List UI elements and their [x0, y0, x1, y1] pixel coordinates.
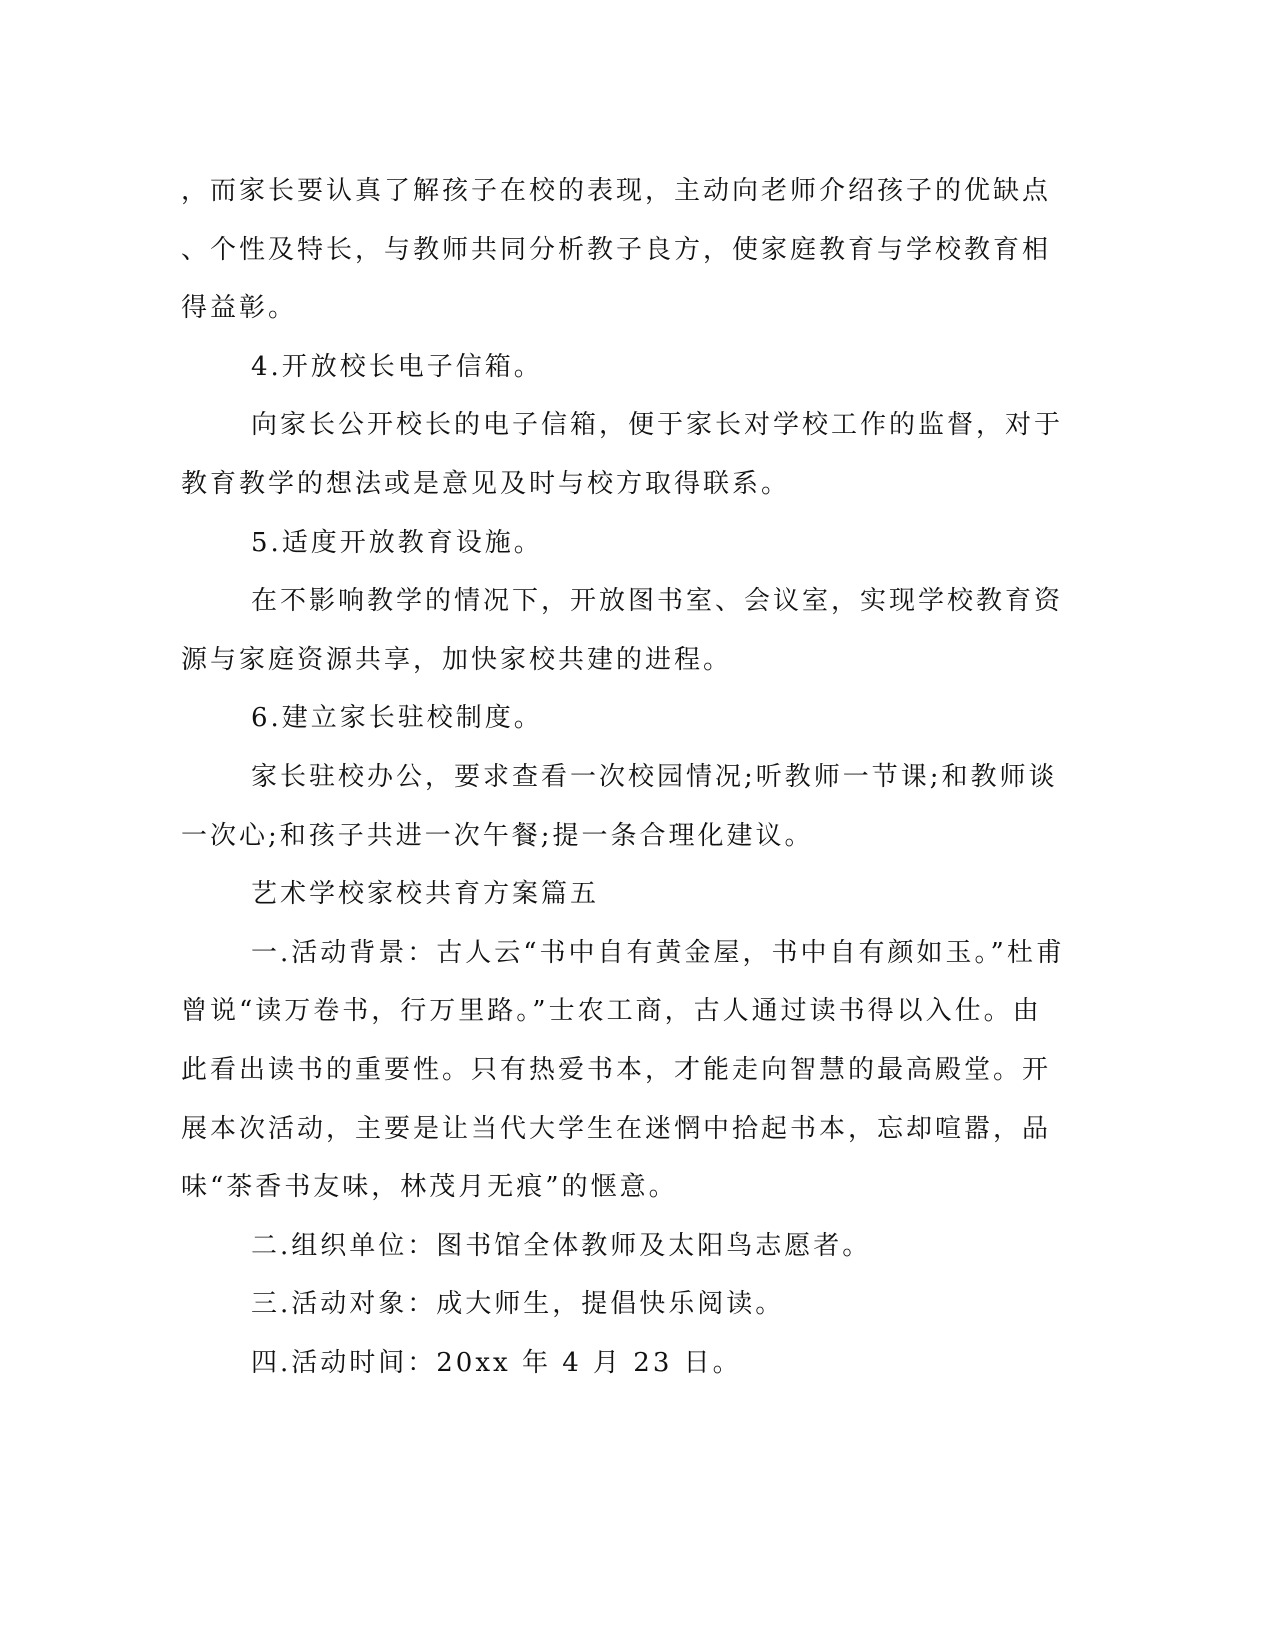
text-line: 展本次活动，主要是让当代大学生在迷惘中拾起书本，忘却喧嚣，品 — [181, 1113, 1052, 1144]
text-line: 教育教学的想法或是意见及时与校方取得联系。 — [181, 468, 791, 499]
text-line: 在不影响教学的情况下，开放图书室、会议室，实现学校教育资 — [251, 586, 1064, 617]
text-line: 家长驻校办公，要求查看一次校园情况;听教师一节课;和教师谈 — [251, 761, 1058, 792]
text-line: 曾说“读万卷书，行万里路。”士农工商，古人通过读书得以入仕。由 — [181, 996, 1042, 1027]
text-line: 二.组织单位：图书馆全体教师及太阳鸟志愿者。 — [251, 1230, 872, 1261]
text-line: 一次心;和孩子共进一次午餐;提一条合理化建议。 — [181, 820, 814, 851]
text-line: 三.活动对象：成大师生，提倡快乐阅读。 — [251, 1289, 785, 1320]
text-line: 、个性及特长，与教师共同分析教子良方，使家庭教育与学校教育相 — [181, 234, 1052, 265]
body-text — [181, 162, 1065, 1392]
text-line: 此看出读书的重要性。只有热爱书本，才能走向智慧的最高殿堂。开 — [181, 1054, 1052, 1085]
text-line: 向家长公开校长的电子信箱，便于家长对学校工作的监督，对于 — [251, 410, 1064, 441]
text-line: 一.活动背景：古人云“书中自有黄金屋，书中自有颜如玉。”杜甫 — [251, 937, 1065, 968]
text-line: 四.活动时间：20xx 年 4 月 23 日。 — [251, 1347, 742, 1378]
section-title: 艺术学校家校共育方案篇五 — [251, 879, 600, 910]
text-line: 味“茶香书友味，林茂月无痕”的惬意。 — [181, 1172, 678, 1203]
text-line: 得益彰。 — [181, 293, 298, 324]
section-heading: 6.建立家长驻校制度。 — [251, 703, 543, 734]
text-line: ，而家长要认真了解孩子在校的表现，主动向老师介绍孩子的优缺点 — [181, 176, 1052, 206]
section-heading: 4.开放校长电子信箱。 — [251, 351, 543, 382]
section-heading: 5.适度开放教育设施。 — [251, 527, 543, 558]
text-line: 源与家庭资源共享，加快家校共建的进程。 — [181, 644, 733, 675]
